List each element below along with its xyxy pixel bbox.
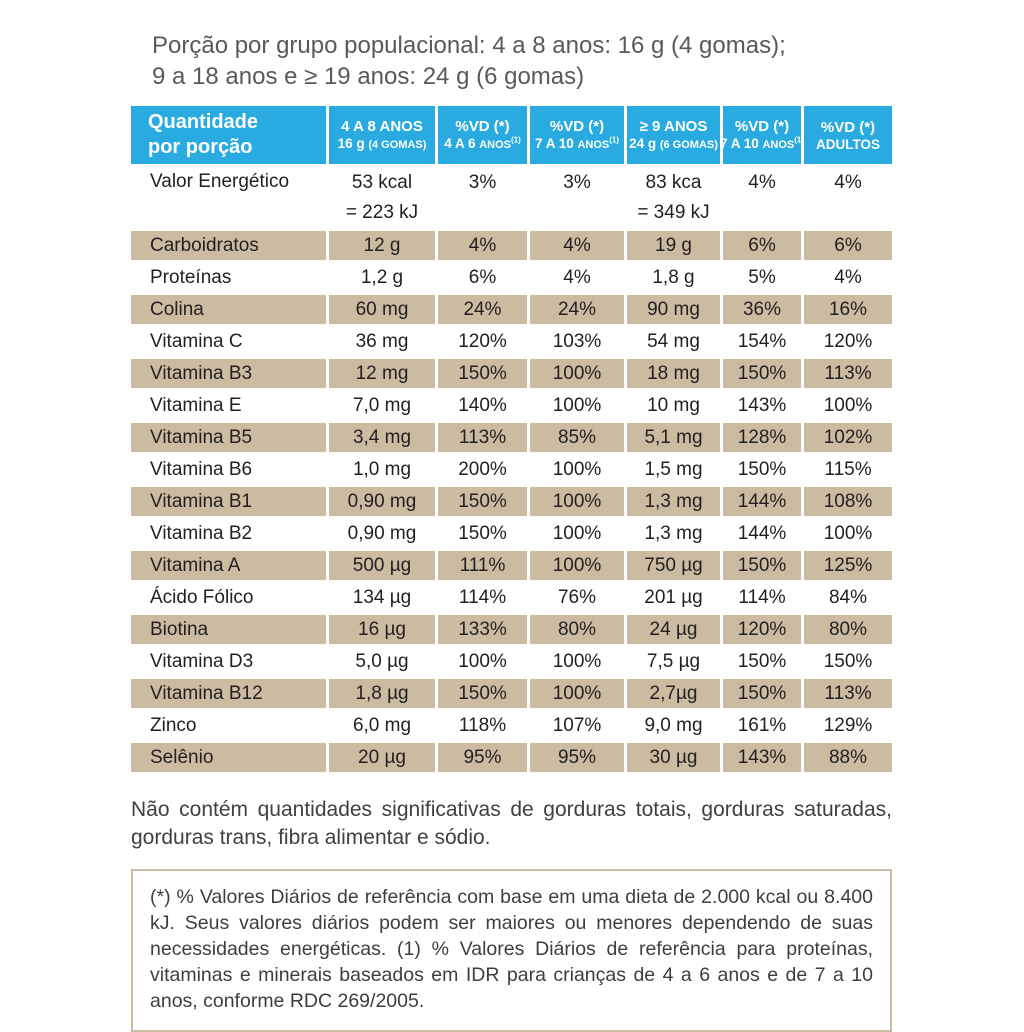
value-main: 53 kcal	[351, 172, 413, 193]
nutrition-table	[131, 106, 892, 772]
value-cell: 150%	[737, 651, 787, 672]
value-cell: 24%	[438, 295, 527, 324]
value-cell: 12 mg	[329, 359, 435, 388]
value-cell: 4%	[438, 231, 527, 260]
table-row	[131, 647, 892, 676]
value-cell: 80%	[530, 615, 624, 644]
value-cell: 19 g	[627, 231, 720, 260]
row-label: Vitamina D3	[150, 651, 254, 672]
value-cell: 4%	[834, 267, 862, 288]
value-sub	[530, 197, 624, 227]
table-row	[131, 167, 892, 228]
value-cell: 5%	[748, 267, 776, 288]
serving-intro-text	[152, 30, 892, 92]
header-bottom-small: ANOS	[762, 138, 795, 151]
value-cell: 20 µg	[329, 743, 435, 772]
table-row	[131, 583, 892, 612]
value-cell: 36 mg	[355, 331, 409, 352]
value-cell: 1,0 mg	[352, 459, 412, 480]
value-cell: 120%	[823, 331, 873, 352]
value-cell: 129%	[823, 715, 873, 736]
value-cell: 6%	[723, 231, 801, 260]
daily-values-footnote-box	[131, 869, 892, 1032]
value-cell: 100%	[823, 523, 873, 544]
value-cell: 1,3 mg	[627, 487, 720, 516]
value-main: 3%	[468, 172, 497, 193]
value-cell: 1,3 mg	[644, 523, 703, 544]
label-panel	[131, 0, 892, 1032]
value-cell	[723, 167, 801, 228]
value-cell: 150%	[823, 651, 873, 672]
table-row	[131, 391, 892, 420]
value-cell: 134 µg	[352, 587, 412, 608]
value-cell: 150%	[458, 523, 507, 544]
table-row	[131, 551, 892, 580]
row-label: Selênio	[131, 743, 326, 772]
value-cell: 12 g	[329, 231, 435, 260]
value-cell: 90 mg	[627, 295, 720, 324]
value-cell: 0,90 mg	[329, 487, 435, 516]
value-cell: 18 mg	[627, 359, 720, 388]
value-sub	[438, 197, 527, 227]
row-label: Vitamina B2	[150, 523, 253, 544]
table-row	[131, 359, 892, 388]
value-sub	[723, 197, 801, 227]
value-cell: 30 µg	[627, 743, 720, 772]
value-cell: 102%	[804, 423, 892, 452]
row-label: Vitamina A	[131, 551, 326, 580]
value-cell: 1,8 g	[652, 267, 695, 288]
value-cell: 6,0 mg	[352, 715, 412, 736]
value-cell: 2,7µg	[627, 679, 720, 708]
value-cell: 100%	[458, 651, 507, 672]
value-cell: 120%	[723, 615, 801, 644]
value-cell: 150%	[737, 459, 787, 480]
header-cell-col5	[719, 106, 805, 164]
value-cell: 750 µg	[627, 551, 720, 580]
value-cell: 113%	[804, 679, 892, 708]
value-cell: 133%	[438, 615, 527, 644]
table-row	[131, 487, 892, 516]
table-row	[131, 231, 892, 260]
value-cell: 4%	[530, 231, 624, 260]
footnote-ref-superscript: (1)	[511, 135, 521, 144]
value-cell: 7,5 µg	[646, 651, 701, 672]
row-label: Vitamina B6	[150, 459, 253, 480]
value-cell: 115%	[824, 459, 872, 480]
value-cell: 10 mg	[647, 395, 700, 416]
row-label: Vitamina B5	[131, 423, 326, 452]
value-cell: 5,0 µg	[355, 651, 409, 672]
value-cell: 150%	[438, 679, 527, 708]
header-bottom-line: 24 g (6 GOMAS)	[629, 135, 718, 151]
value-cell: 120%	[458, 331, 507, 352]
header-quantity-line1: Quantidade	[148, 111, 259, 133]
value-cell: 100%	[552, 395, 602, 416]
header-cell-col3	[530, 106, 624, 164]
value-cell: 150%	[438, 487, 527, 516]
header-top-line: %VD (*)	[549, 117, 605, 135]
value-cell: 5,1 mg	[627, 423, 720, 452]
serving-intro-line1: Porção por grupo populacional: 4 a 8 anos: 16 g (4 gomas);	[152, 32, 786, 59]
value-cell: 103%	[552, 331, 602, 352]
value-main: 4%	[834, 172, 862, 193]
value-cell: 1,2 g	[360, 267, 404, 288]
value-cell: 24 µg	[627, 615, 720, 644]
value-sub	[804, 197, 892, 227]
row-label: Carboidratos	[131, 231, 326, 260]
value-cell: 100%	[530, 551, 624, 580]
value-cell	[804, 167, 892, 228]
value-cell: 201 µg	[644, 587, 703, 608]
no-significant-amounts-note: Não contém quantidades significativas de gorduras totais, gorduras saturadas, gorduras trans, fibra alimentar e sódio.	[131, 798, 892, 849]
value-cell: 114%	[458, 587, 507, 608]
value-cell: 143%	[737, 395, 787, 416]
value-cell: 24%	[530, 295, 624, 324]
header-cell-col6	[804, 106, 892, 164]
value-cell: 128%	[723, 423, 801, 452]
value-cell: 144%	[723, 487, 801, 516]
value-cell: 76%	[557, 587, 597, 608]
header-top-line: %VD (*)	[734, 117, 790, 135]
row-label: Biotina	[131, 615, 326, 644]
header-cell-quantity	[131, 106, 326, 164]
value-cell: 100%	[552, 523, 602, 544]
serving-intro-line2: 9 a 18 anos e ≥ 19 anos: 24 g (6 gomas)	[152, 63, 585, 90]
value-cell: 16%	[804, 295, 892, 324]
table-row	[131, 615, 892, 644]
value-cell: 161%	[737, 715, 787, 736]
row-label: Ácido Fólico	[150, 587, 254, 608]
value-cell	[438, 167, 527, 228]
value-sub: = 349 kJ	[637, 202, 710, 223]
value-cell: 7,0 mg	[352, 395, 412, 416]
value-cell: 200%	[458, 459, 507, 480]
value-cell	[627, 167, 720, 228]
value-cell: 100%	[530, 679, 624, 708]
value-cell: 140%	[458, 395, 507, 416]
header-bottom-small: ANOS	[479, 138, 511, 151]
header-cell-col4	[627, 106, 720, 164]
table-row	[131, 295, 892, 324]
value-cell: 1,5 mg	[644, 459, 703, 480]
value-cell: 54 mg	[647, 331, 700, 352]
value-cell: 150%	[723, 679, 801, 708]
header-bottom-line: ADULTOS	[816, 136, 880, 152]
value-main: 4%	[748, 172, 776, 193]
value-cell: 3,4 mg	[329, 423, 435, 452]
value-cell: 114%	[738, 587, 786, 608]
value-cell: 85%	[530, 423, 624, 452]
value-cell: 6%	[804, 231, 892, 260]
header-cell-col2	[438, 106, 527, 164]
value-cell: 118%	[458, 715, 507, 736]
value-cell: 16 µg	[329, 615, 435, 644]
header-top-line: ≥ 9 ANOS	[639, 117, 708, 135]
value-cell: 154%	[737, 331, 787, 352]
value-cell: 143%	[723, 743, 801, 772]
value-cell: 100%	[823, 395, 873, 416]
value-main: 3%	[563, 172, 591, 193]
value-cell: 500 µg	[329, 551, 435, 580]
footnote-ref-superscript: (1)	[609, 135, 620, 144]
header-cell-col1	[329, 106, 435, 164]
header-top-line: %VD (*)	[820, 118, 876, 136]
value-cell: 100%	[552, 651, 602, 672]
value-cell: 108%	[804, 487, 892, 516]
value-cell: 0,90 mg	[347, 523, 417, 544]
value-cell: 144%	[737, 523, 787, 544]
value-cell: 9,0 mg	[644, 715, 703, 736]
value-cell: 100%	[530, 359, 624, 388]
row-label: Vitamina B12	[131, 679, 326, 708]
value-cell: 100%	[552, 459, 602, 480]
value-cell: 6%	[468, 267, 497, 288]
value-cell: 113%	[438, 423, 527, 452]
value-cell: 125%	[804, 551, 892, 580]
value-cell: 113%	[804, 359, 892, 388]
value-cell: 80%	[804, 615, 892, 644]
row-label: Vitamina C	[150, 331, 243, 352]
header-bottom-small: ANOS	[577, 138, 610, 151]
header-bottom-line: 16 g (4 GOMAS)	[337, 135, 427, 151]
row-label: Vitamina E	[150, 395, 242, 416]
header-bottom-small: (4 GOMAS)	[368, 138, 427, 151]
table-row	[131, 519, 892, 548]
value-cell: 95%	[530, 743, 624, 772]
nutrition-table-header	[131, 106, 892, 164]
header-top-line: 4 A 8 ANOS	[341, 117, 423, 135]
table-row	[131, 711, 892, 740]
value-cell: 111%	[438, 551, 527, 580]
value-cell	[329, 167, 435, 228]
value-cell: 100%	[530, 487, 624, 516]
value-cell: 36%	[723, 295, 801, 324]
row-label: Vitamina B3	[131, 359, 326, 388]
value-cell: 150%	[438, 359, 527, 388]
table-row	[131, 263, 892, 292]
daily-values-footnote-text: (*) % Valores Diários de referência com base em uma dieta de 2.000 kcal ou 8.400 kJ. Seus valores diários podem ser maiores ou menores dependendo de suas necessidades energéticas. (1) % Valores Diários de referência para proteínas, vitaminas e minerais baseados em IDR para crianças de 4 a 6 anos e de 7 a 10 anos, conforme RDC 269/2005.	[150, 886, 873, 1012]
table-row	[131, 743, 892, 772]
header-bottom-line: 7 A 10 ANOS$^{(1)}$	[719, 135, 805, 151]
value-cell: 60 mg	[329, 295, 435, 324]
row-label: Vitamina B1	[131, 487, 326, 516]
value-cell: 95%	[438, 743, 527, 772]
value-cell: 107%	[552, 715, 602, 736]
table-row	[131, 327, 892, 356]
value-cell: 84%	[828, 587, 868, 608]
table-row	[131, 423, 892, 452]
footnote-ref-superscript: (1)	[794, 135, 805, 144]
value-cell	[530, 167, 624, 228]
table-row	[131, 679, 892, 708]
value-cell: 88%	[804, 743, 892, 772]
header-bottom-small: (6 GOMAS)	[659, 138, 718, 151]
header-quantity-line2: por porção	[148, 136, 253, 158]
value-main: 83 kca	[645, 172, 702, 193]
table-row	[131, 455, 892, 484]
row-label: Valor Energético	[150, 171, 290, 192]
header-bottom-line: 7 A 10 ANOS$^{(1)}$	[534, 135, 620, 151]
row-label: Proteínas	[150, 267, 232, 288]
value-sub: = 223 kJ	[345, 202, 419, 223]
row-label: Zinco	[150, 715, 197, 736]
value-cell: 150%	[723, 359, 801, 388]
nutrition-table-body	[131, 167, 892, 772]
value-cell: 4%	[563, 267, 591, 288]
header-bottom-line: 4 A 6 ANOS$^{(1)}$	[444, 135, 521, 151]
value-cell: 150%	[723, 551, 801, 580]
row-label: Colina	[131, 295, 326, 324]
value-cell: 1,8 µg	[329, 679, 435, 708]
header-top-line: %VD (*)	[455, 117, 510, 135]
